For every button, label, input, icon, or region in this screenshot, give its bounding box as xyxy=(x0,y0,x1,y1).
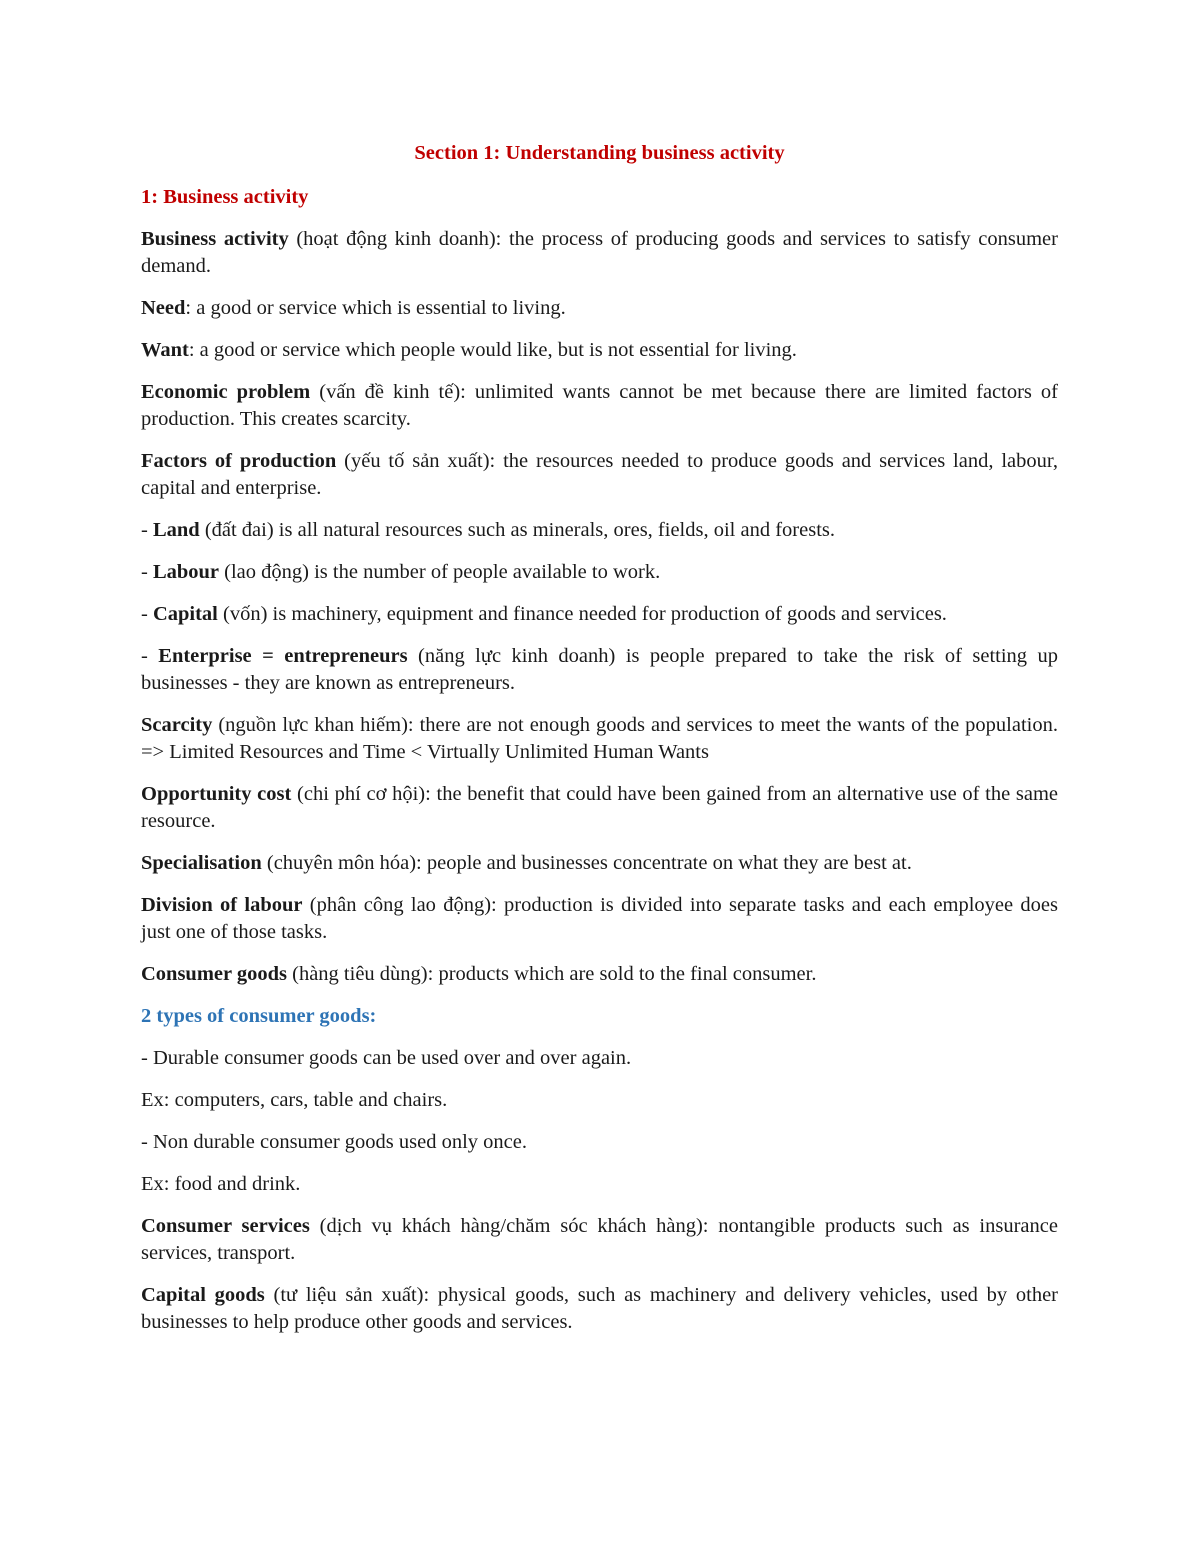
definition-text: (phân công lao động): production is divided into separate tasks and each employee does just one of those tasks. xyxy=(141,894,1058,943)
definition-text: (dịch vụ khách hàng/chăm sóc khách hàng): nontangible products such as insurance services, transport. xyxy=(141,1215,1058,1264)
term: Scarcity xyxy=(141,714,213,736)
example-line: Ex: computers, cars, table and chairs. xyxy=(141,1089,448,1111)
subsection-heading: 2 types of consumer goods: xyxy=(141,1005,377,1027)
definition-scarcity xyxy=(141,712,1058,766)
definition-text: : a good or service which is essential to living. xyxy=(185,297,566,319)
bullet-dash: - xyxy=(141,519,153,541)
definition-text: (yếu tố sản xuất): the resources needed to produce goods and services land, labour, capital and enterprise. xyxy=(141,450,1058,499)
definition-text: (tư liệu sản xuất): physical goods, such as machinery and delivery vehicles, used by other businesses to help produce other goods and services. xyxy=(141,1284,1058,1333)
term: Enterprise = entrepreneurs xyxy=(158,645,408,667)
definition-text: (vốn) is machinery, equipment and finance needed for production of goods and services. xyxy=(217,603,947,625)
definition-capital-goods xyxy=(141,1282,1058,1336)
definition-need xyxy=(141,295,1058,322)
term: Economic problem xyxy=(141,381,311,403)
term: Want xyxy=(141,339,189,361)
document-page xyxy=(141,140,1058,1351)
definition-text: (lao động) is the number of people available to work. xyxy=(219,561,661,583)
term: Factors of production xyxy=(141,450,337,472)
term: Capital xyxy=(152,603,218,625)
definition-text: (hàng tiêu dùng): products which are sold to the final consumer. xyxy=(287,963,817,985)
definition-enterprise xyxy=(141,643,1058,697)
definition-land xyxy=(141,517,1058,544)
term: Need xyxy=(141,297,186,319)
definition-text: (hoạt động kinh doanh): the process of producing goods and services to satisfy consumer demand. xyxy=(141,228,1058,277)
definition-economic-problem xyxy=(141,379,1058,433)
definition-opportunity-cost xyxy=(141,781,1058,835)
term: Specialisation xyxy=(141,852,262,874)
term: Division of labour xyxy=(141,894,303,916)
bullet-dash: - xyxy=(141,603,153,625)
definition-want xyxy=(141,337,1058,364)
term: Opportunity cost xyxy=(141,783,292,805)
term: Business activity xyxy=(141,228,289,250)
bullet-dash: - xyxy=(141,645,159,667)
page-title: Section 1: Understanding business activity xyxy=(414,142,785,164)
list-item: - Durable consumer goods can be used over and over again. xyxy=(141,1047,632,1069)
term: Labour xyxy=(152,561,220,583)
section-heading: 1: Business activity xyxy=(141,186,309,208)
definition-consumer-goods xyxy=(141,961,1058,988)
definition-text: (đất đai) is all natural resources such as minerals, ores, fields, oil and forests. xyxy=(199,519,835,541)
definition-business-activity xyxy=(141,226,1058,280)
term: Land xyxy=(152,519,200,541)
definition-specialisation xyxy=(141,850,1058,877)
definition-text: : a good or service which people would like, but is not essential for living. xyxy=(188,339,797,361)
term: Consumer services xyxy=(141,1215,310,1237)
definition-division-of-labour xyxy=(141,892,1058,946)
bullet-dash: - xyxy=(141,561,153,583)
definition-consumer-services xyxy=(141,1213,1058,1267)
example-line: Ex: food and drink. xyxy=(141,1173,301,1195)
definition-factors-of-production xyxy=(141,448,1058,502)
definition-text: (chi phí cơ hội): the benefit that could have been gained from an alternative use of the same resource. xyxy=(141,783,1058,832)
definition-capital xyxy=(141,601,1058,628)
definition-text: (năng lực kinh doanh) is people prepared to take the risk of setting up businesses - they are known as entrepreneurs. xyxy=(141,645,1059,694)
definition-text: (chuyên môn hóa): people and businesses concentrate on what they are best at. xyxy=(261,852,912,874)
definition-text: (nguồn lực khan hiếm): there are not enough goods and services to meet the wants of the population. => Limited Resources and Time < Virtually Unlimited Human Wants xyxy=(141,714,1058,763)
term: Consumer goods xyxy=(141,963,287,985)
definition-labour xyxy=(141,559,1058,586)
term: Capital goods xyxy=(141,1284,265,1306)
list-item: - Non durable consumer goods used only once. xyxy=(141,1131,527,1153)
definition-text: (vấn đề kinh tế): unlimited wants cannot be met because there are limited factors of production. This creates scarcity. xyxy=(141,381,1058,430)
